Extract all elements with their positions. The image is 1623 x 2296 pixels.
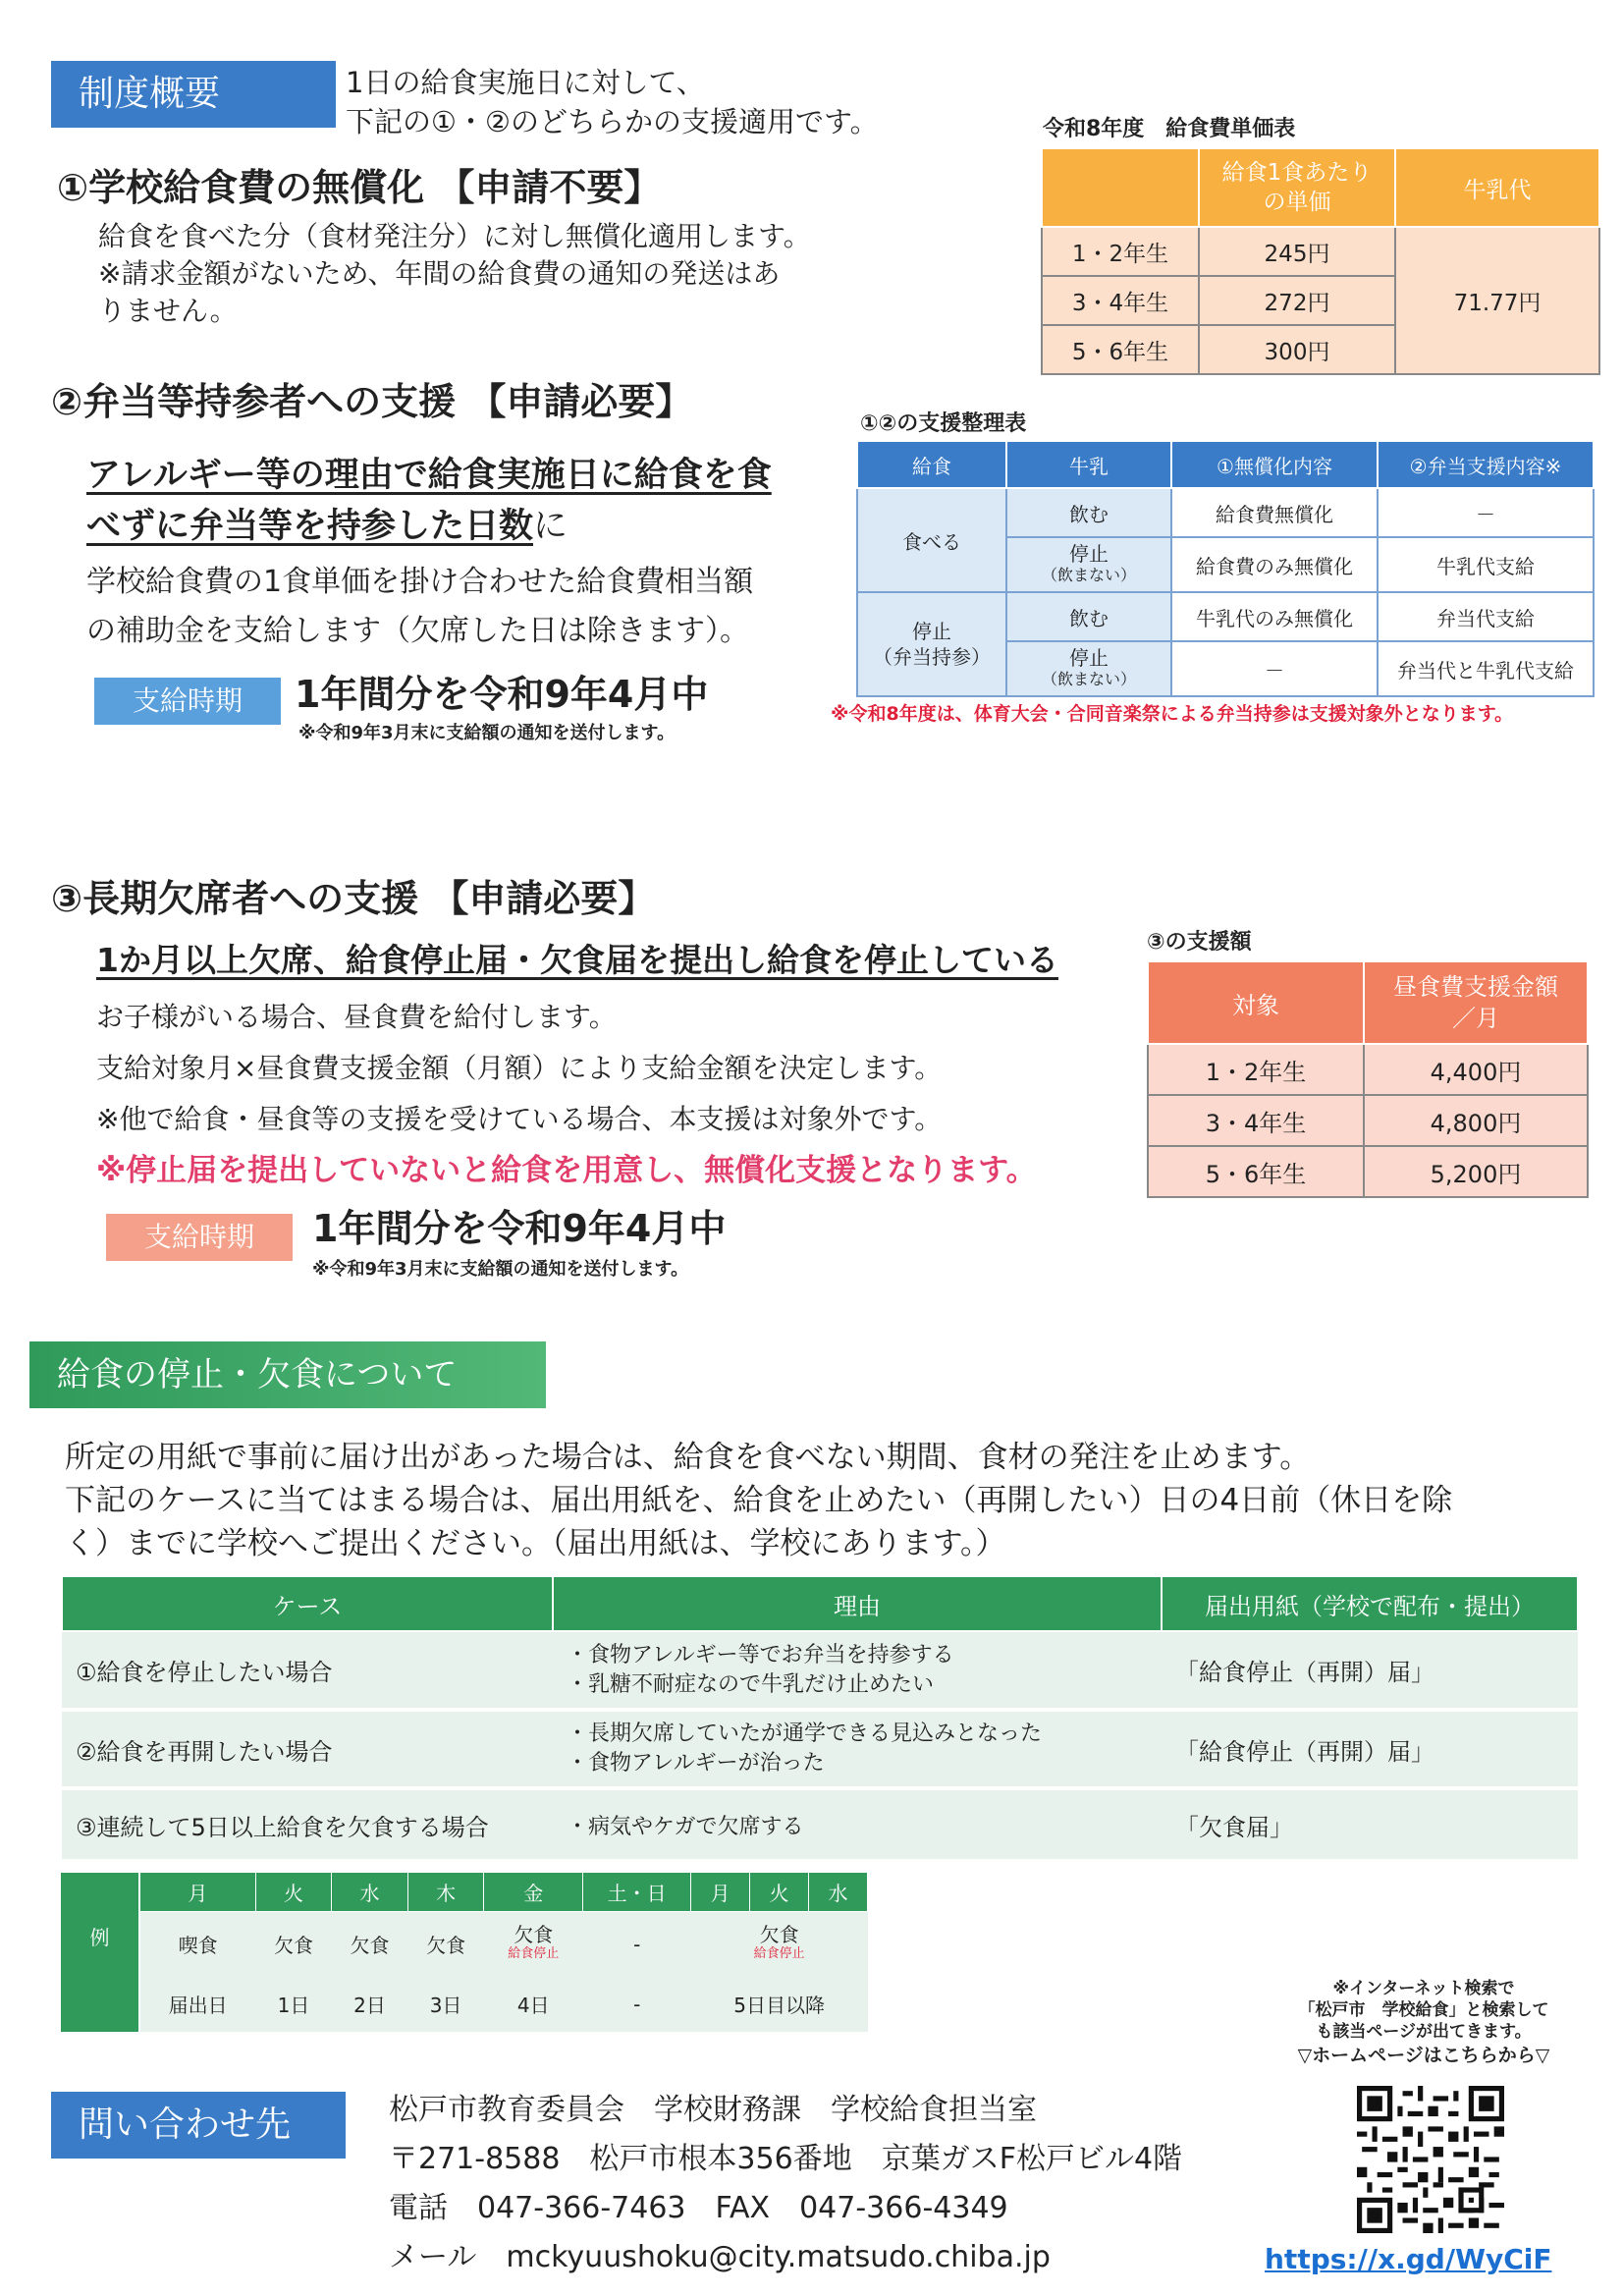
example-day-5: 金: [484, 1873, 583, 1912]
example-r1-5-main: 欠食: [514, 1922, 554, 1946]
support-r3c3: 牛乳代のみ無償化: [1171, 592, 1378, 641]
overview-label: 制度概要: [51, 61, 336, 128]
example-r1-2: 欠食: [274, 1934, 314, 1958]
lunch-table: [1147, 960, 1589, 1198]
support-h1: 給食: [857, 441, 1006, 488]
lunch-grade-3: 5・6年生: [1148, 1146, 1364, 1197]
section1-line1: 給食を食べた分（食材発注分）に対し無償化適用します。: [98, 220, 811, 252]
section2-line1: 学校給食費の1食単価を掛け合わせた給食費相当額: [86, 565, 754, 599]
price-grade-1: 1・2年生: [1042, 227, 1199, 276]
example-r1-1: 喫食: [178, 1934, 218, 1958]
cases-h2: 理由: [553, 1576, 1162, 1631]
qr-note3: も該当ページが出てきます。: [1316, 2022, 1532, 2042]
lunch-h2a: 昼食費支援金額: [1393, 973, 1558, 1001]
case-1-reason-2: ・乳糖不耐症なので牛乳だけ止めたい: [567, 1671, 935, 1697]
contact-line4: メール mckyuushoku@city.matsudo.chiba.jp: [389, 2240, 1051, 2274]
contact-line3: 電話 047-366-7463 FAX 047-366-4349: [389, 2191, 1008, 2225]
case-2: ②給食を再開したい場合: [62, 1710, 553, 1788]
section1-line3: りません。: [98, 295, 238, 327]
price-col1-line2: の単価: [1263, 190, 1331, 215]
section2-pay-note: ※令和9年3月末に支給額の通知を送付します。: [298, 723, 676, 743]
example-day-8: 火: [750, 1873, 809, 1912]
section3-line1: お子様がいる場合、昼食費を給付します。: [96, 1001, 617, 1033]
support-nodrink-1-main: 停止: [1069, 542, 1109, 566]
qr-note2: 「松戸市 学校給食」と検索して: [1298, 2000, 1549, 2020]
example-day-7: 月: [691, 1873, 750, 1912]
case-1: ①給食を停止したい場合: [62, 1631, 553, 1710]
lunch-table-caption: ③の支援額: [1147, 930, 1252, 955]
lunch-h2: [1364, 961, 1588, 1044]
support-drink-2: 飲む: [1006, 592, 1171, 641]
case-3-form: 「欠食届」: [1175, 1813, 1293, 1841]
section2-pay-text: 1年間分を令和9年4月中: [295, 673, 709, 716]
lunch-h2b: ／月: [1452, 1005, 1499, 1032]
example-r2-6: -: [633, 1992, 641, 2016]
price-col1-line1: 給食1食あたり: [1221, 160, 1373, 186]
contact-body: [389, 2086, 1182, 2282]
support-r4c4: 弁当代と牛乳代支給: [1378, 641, 1594, 696]
stop-p2: 下記のケースに当てはまる場合は、届出用紙を、給食を止めたい（再開したい）日の4日前（休日を除: [65, 1483, 1453, 1518]
example-r1-5: [484, 1912, 583, 1977]
overview-line1: 1日の給食実施日に対して、: [346, 66, 705, 99]
section2-emph1: アレルギー等の理由で給食実施日に給食を食: [86, 456, 772, 495]
example-r1-4: 欠食: [426, 1934, 466, 1958]
case-2-reason-1: ・長期欠席していたが通学できる見込みとなった: [567, 1722, 1043, 1746]
price-col2-header: 牛乳代: [1395, 148, 1599, 227]
support-table: [856, 440, 1595, 697]
support-r2c4: 牛乳代支給: [1378, 537, 1594, 592]
overview-text: [346, 63, 879, 141]
example-table: [61, 1872, 868, 2032]
case-3-reason: ・病気やケガで欠席する: [567, 1814, 804, 1839]
section3-body: [96, 992, 1037, 1196]
example-day-4: 木: [407, 1873, 484, 1912]
support-stop-sub: （弁当持参）: [873, 645, 991, 669]
price-table: [1041, 147, 1600, 375]
lunch-grade-1: 1・2年生: [1148, 1044, 1364, 1095]
example-label: 例: [61, 1873, 139, 2032]
support-r4c3: －: [1171, 641, 1378, 696]
support-r1c4: －: [1378, 488, 1594, 537]
price-grade-3: 5・6年生: [1042, 325, 1199, 374]
lunch-grade-2: 3・4年生: [1148, 1095, 1364, 1146]
support-table-caption: ①②の支援整理表: [860, 411, 1027, 436]
section2-body: [86, 558, 753, 656]
support-nodrink-1: [1006, 537, 1171, 592]
price-value-1: 245円: [1199, 227, 1395, 276]
section3-title: ③長期欠席者への支援 【申請必要】: [51, 877, 656, 920]
price-col1-header: [1199, 148, 1395, 227]
section2-title: ②弁当等持参者への支援 【申請必要】: [51, 380, 693, 423]
qr-note4: ▽ホームページはこちらから▽: [1297, 2045, 1550, 2066]
section3-warn: ※停止届を提出していないと給食を用意し、無償化支援となります。: [96, 1153, 1037, 1188]
example-day-3: 水: [332, 1873, 408, 1912]
section3-line2: 支給対象月×昼食費支援金額（月額）により支給金額を決定します。: [96, 1052, 943, 1084]
support-stop: [857, 592, 1006, 696]
support-nodrink-2-main: 停止: [1069, 646, 1109, 670]
qr-code-icon[interactable]: [1357, 2086, 1504, 2233]
section2-emph: [86, 450, 772, 552]
section1-body: [98, 218, 811, 330]
contact-line1: 松戸市教育委員会 学校財務課 学校給食担当室: [389, 2093, 1037, 2127]
stop-section-body: [65, 1436, 1452, 1565]
support-nodrink-2: [1006, 641, 1171, 696]
qr-notes: [1267, 1978, 1581, 2066]
support-h2: 牛乳: [1006, 441, 1171, 488]
example-r1-6: -: [633, 1932, 641, 1956]
support-nodrink-2-sub: （飲まない）: [1041, 670, 1136, 688]
support-r3c4: 弁当代支給: [1378, 592, 1594, 641]
stop-p1: 所定の用紙で事前に届け出があった場合は、給食を食べない期間、食材の発注を止めます。: [65, 1440, 1311, 1475]
price-value-2: 272円: [1199, 276, 1395, 325]
contact-line2: 〒271-8588 松戸市根本356番地 京葉ガスF松戸ビル4階: [389, 2142, 1183, 2176]
price-value-3: 300円: [1199, 325, 1395, 374]
example-r1-7-main: 欠食: [759, 1922, 799, 1946]
lunch-amount-1: 4,400円: [1364, 1044, 1588, 1095]
section1-line2: ※請求金額がないため、年間の給食費の通知の発送はあ: [98, 257, 781, 290]
example-r2-5: 4日: [516, 1994, 550, 2017]
price-table-caption: 令和8年度 給食費単価表: [1043, 117, 1296, 141]
case-2-reason-2: ・食物アレルギーが治った: [567, 1751, 825, 1776]
support-table-note: ※令和8年度は、体育大会・合同音楽祭による弁当持参は支援対象外となります。: [831, 703, 1514, 725]
stop-p3: く）までに学校へご提出ください。（届出用紙は、学校にあります。）: [65, 1526, 1006, 1561]
support-drink-1: 飲む: [1006, 488, 1171, 537]
overview-line2: 下記の①・②のどちらかの支援適用です。: [346, 105, 879, 138]
case-3: ③連続して5日以上給食を欠食する場合: [76, 1813, 489, 1841]
support-r2c3: 給食費のみ無償化: [1171, 537, 1378, 592]
section2-emph2: べずに弁当等を持参した日数: [86, 507, 534, 546]
case-1-reason-1: ・食物アレルギー等でお弁当を持参する: [567, 1642, 954, 1667]
example-day-6: 土・日: [583, 1873, 691, 1912]
lunch-h1: 対象: [1148, 961, 1364, 1044]
lunch-amount-3: 5,200円: [1364, 1146, 1588, 1197]
homepage-link[interactable]: https://x.gd/WyCiF: [1265, 2243, 1552, 2275]
lunch-amount-2: 4,800円: [1364, 1095, 1588, 1146]
cases-h1: ケース: [62, 1576, 553, 1631]
example-day-9: 水: [808, 1873, 867, 1912]
section2-pay-label: 支給時期: [94, 678, 281, 725]
cases-h3: 届出用紙（学校で配布・提出）: [1162, 1576, 1578, 1631]
example-r1-7: [691, 1912, 868, 1977]
example-r2-1: 届出日: [168, 1994, 228, 2017]
section3-emph: 1か月以上欠席、給食停止届・欠食届を提出し給食を停止している: [96, 941, 1058, 979]
section2-emph2-tail: に: [533, 507, 568, 546]
section3-pay-label: 支給時期: [106, 1214, 293, 1261]
support-eat: 食べる: [857, 488, 1006, 592]
support-nodrink-1-sub: （飲まない）: [1041, 566, 1136, 584]
support-r1c3: 給食費無償化: [1171, 488, 1378, 537]
example-r2-4: 3日: [429, 1994, 462, 2017]
example-r2-2: 1日: [277, 1994, 310, 2017]
case-1-form: 「給食停止（再開）届」: [1162, 1631, 1578, 1710]
support-stop-main: 停止: [912, 620, 951, 643]
example-r1-7-sub: 給食停止: [753, 1945, 805, 1961]
stop-section-label: 給食の停止・欠食について: [29, 1341, 546, 1408]
section3-pay-text: 1年間分を令和9年4月中: [312, 1207, 727, 1250]
qr-note1: ※インターネット検索で: [1332, 1979, 1515, 1998]
example-r1-5-sub: 給食停止: [508, 1945, 560, 1961]
section3-pay-note: ※令和9年3月末に支給額の通知を送付します。: [312, 1259, 689, 1280]
support-h4: ②弁当支援内容※: [1378, 441, 1594, 488]
example-day-1: 月: [139, 1873, 255, 1912]
example-day-2: 火: [255, 1873, 332, 1912]
example-r2-3: 2日: [353, 1994, 386, 2017]
section2-line2: の補助金を支給します（欠席した日は除きます）。: [86, 614, 749, 648]
contact-label: 問い合わせ先: [51, 2092, 346, 2159]
case-1-reason: [553, 1631, 1162, 1710]
example-r2-7: 5日目以降: [733, 1994, 825, 2017]
section1-title: ①学校給食費の無償化 【申請不要】: [57, 166, 662, 209]
example-r1-3: 欠食: [350, 1934, 390, 1958]
section3-line3: ※他で給食・昼食等の支援を受けている場合、本支援は対象外です。: [96, 1103, 943, 1135]
support-h3: ①無償化内容: [1171, 441, 1378, 488]
case-2-reason: [553, 1710, 1162, 1788]
case-2-form: 「給食停止（再開）届」: [1162, 1710, 1578, 1788]
price-milk: 71.77円: [1395, 227, 1599, 374]
cases-table: [61, 1575, 1579, 1859]
price-grade-2: 3・4年生: [1042, 276, 1199, 325]
